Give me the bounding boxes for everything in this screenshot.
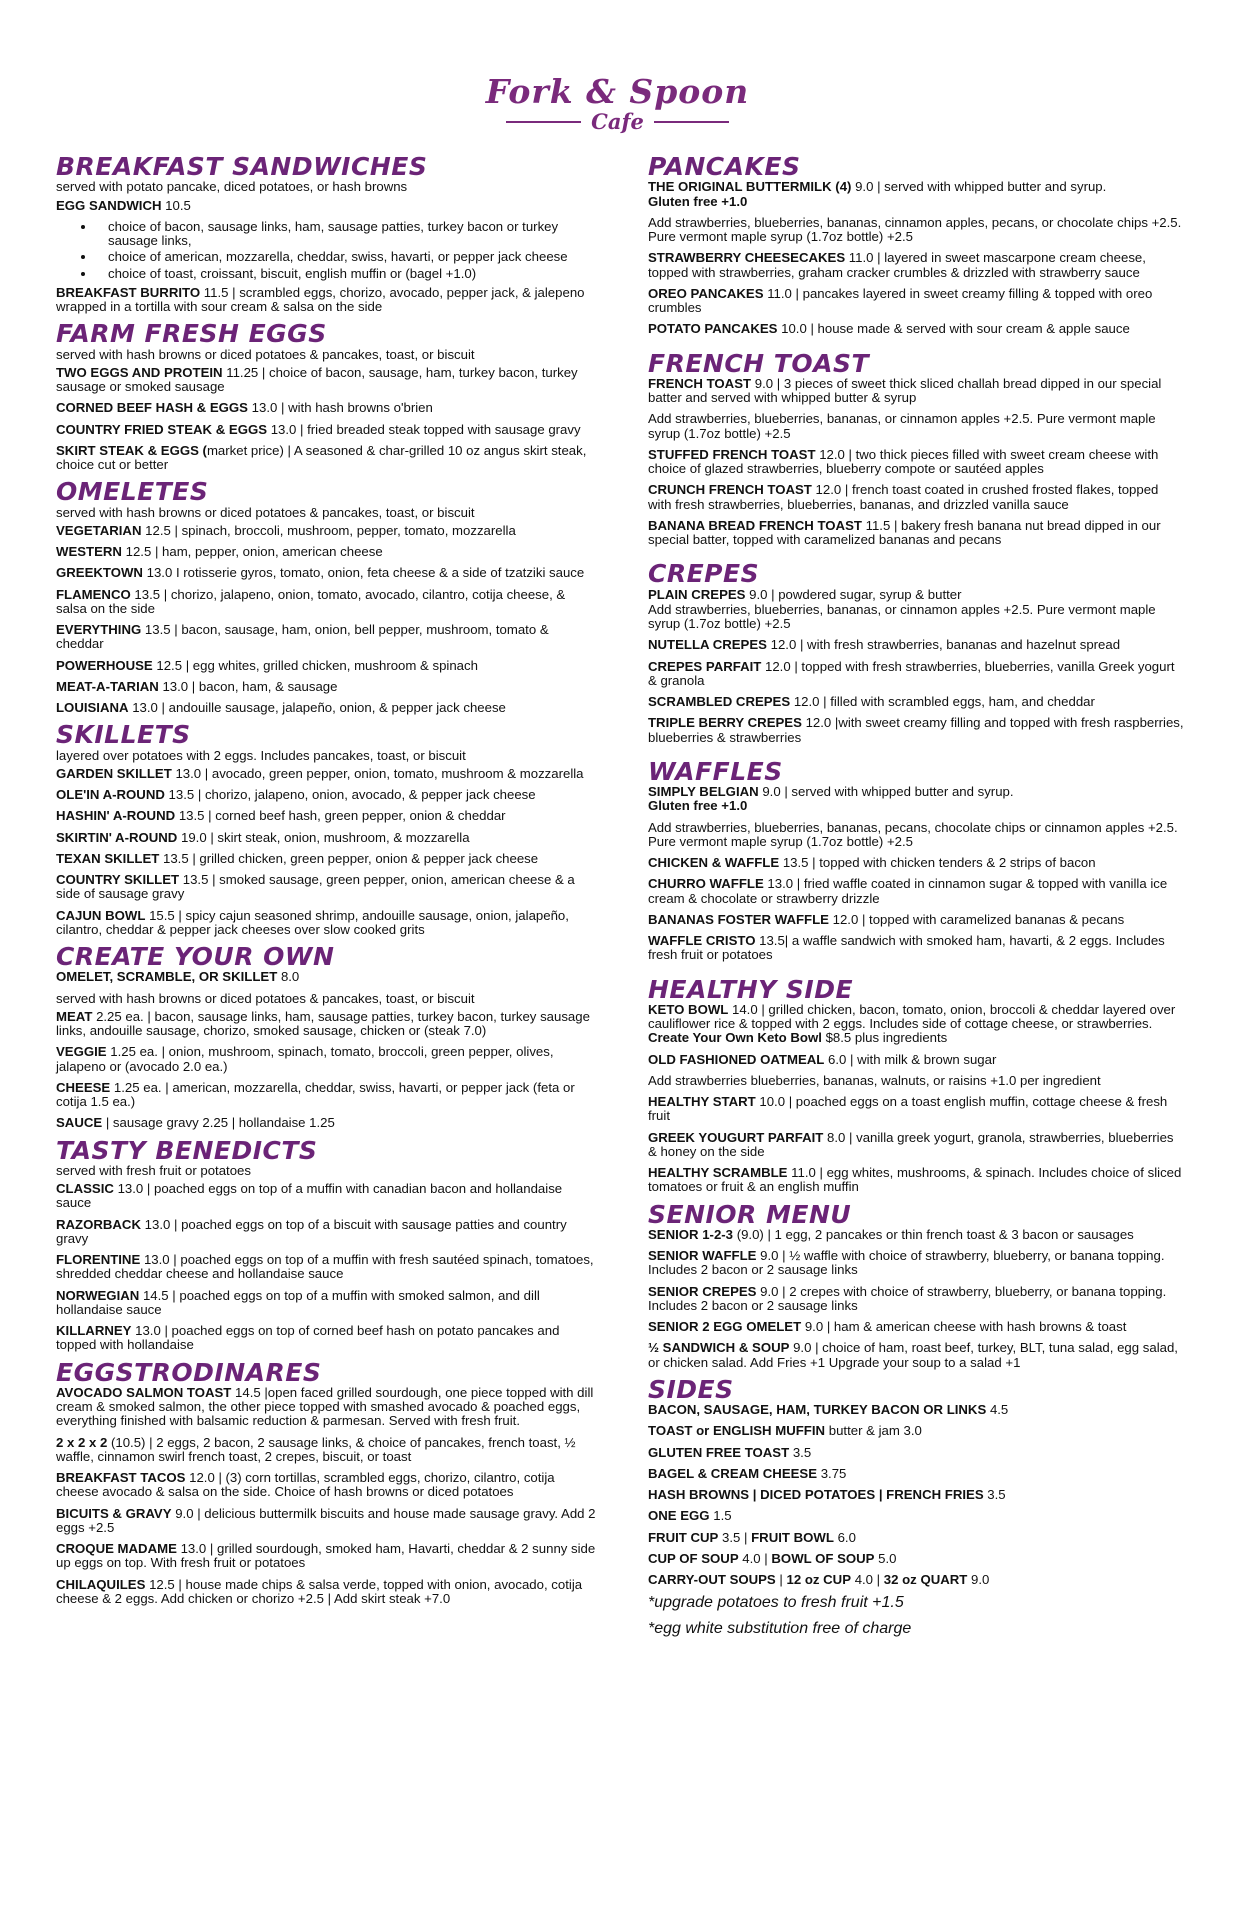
section-crepes bbox=[648, 561, 1185, 745]
item-desc: 14.5 |open faced grilled sourdough, one piece topped with dill cream & smoked salmon, the other piece topped with smashed avocado & poached eggs, everything finished with balsamic reduction & parmesan. Served with fresh fruit. bbox=[56, 1384, 594, 1429]
item-desc: 11.0 | layered in sweet mascarpone cream cheese, topped with strawberries, graham cracker crumbles & drizzled with strawberry sauce bbox=[648, 250, 1146, 280]
item-name: PLAIN CREPES bbox=[648, 586, 746, 602]
item-desc: 14.0 | grilled chicken, bacon, tomato, onion, broccoli & cheddar layered over cauliflower rice & topped with 2 eggs. Includes side of cottage cheese, or strawberries. bbox=[648, 1001, 1176, 1031]
addon-note: Add strawberries, blueberries, bananas, or cinnamon apples +2.5. Pure vermont maple syrup (1.7oz bottle) +2.5 bbox=[648, 601, 1156, 631]
item-desc: 12.5 | spinach, broccoli, mushroom, pepper, tomato, mozzarella bbox=[145, 522, 516, 538]
item-desc: 9.0 | 2 crepes with choice of strawberry, blueberry, or banana topping. Includes 2 bacon or 2 sausage links bbox=[648, 1283, 1167, 1313]
item-name: RAZORBACK bbox=[56, 1216, 141, 1232]
item-desc: 13.5 | bacon, sausage, ham, onion, bell pepper, mushroom, tomato & cheddar bbox=[56, 622, 549, 652]
menu-item bbox=[56, 680, 597, 694]
menu-item bbox=[56, 1324, 597, 1353]
item-name: CHILAQUILES bbox=[56, 1576, 146, 1592]
item-desc: 13.5| a waffle sandwich with smoked ham, havarti, & 2 eggs. Includes fresh fruit or potatoes bbox=[648, 933, 1165, 963]
menu-item bbox=[648, 1166, 1185, 1195]
menu-item bbox=[56, 1081, 597, 1110]
section-title: CREATE YOUR OWN bbox=[56, 942, 335, 971]
menu-item bbox=[648, 287, 1185, 316]
menu-item bbox=[648, 1403, 1185, 1417]
item-desc: 12.0 | topped with caramelized bananas & pecans bbox=[832, 911, 1125, 927]
item-name: MEAT-A-TARIAN bbox=[56, 678, 159, 694]
section-tasty-benedicts bbox=[56, 1135, 597, 1353]
menu-item bbox=[648, 913, 1185, 927]
section-title: PANCAKES bbox=[648, 152, 801, 181]
section-skillets bbox=[56, 722, 597, 937]
menu-item bbox=[56, 1507, 597, 1536]
item-name: SENIOR WAFFLE bbox=[648, 1248, 757, 1263]
item-desc: 6.0 bbox=[837, 1529, 856, 1545]
item-desc: 12.0 | (3) corn tortillas, scrambled eggs, chorizo, cilantro, cotija cheese avocado & salsa on the side. Choice of hash browns or diced potatoes bbox=[56, 1470, 555, 1500]
item-desc: 11.5 | bakery fresh banana nut bread dipped in our special batter, topped with caramelized bananas and pecans bbox=[648, 517, 1161, 547]
section-title: FRENCH TOAST bbox=[648, 348, 870, 378]
item-desc: 3.5 bbox=[987, 1487, 1006, 1502]
section-pancakes bbox=[648, 154, 1185, 337]
section-sides bbox=[648, 1374, 1185, 1637]
item-desc: 3.5 | bbox=[722, 1529, 748, 1545]
logo-divider-right bbox=[654, 121, 729, 123]
item-name: HASH BROWNS | DICED POTATOES | FRENCH FRIES bbox=[648, 1487, 984, 1502]
menu-item bbox=[56, 1253, 597, 1282]
item-name: WAFFLE CRISTO bbox=[648, 933, 756, 948]
section-title: EGGSTRODINARES bbox=[56, 1357, 322, 1387]
item-name: FLAMENCO bbox=[56, 586, 131, 602]
item-desc: 13.5 | smoked sausage, green pepper, onion, american cheese & a side of sausage gravy bbox=[56, 872, 575, 902]
item-name: SKIRT STEAK & EGGS ( bbox=[56, 442, 207, 458]
menu-item bbox=[648, 1446, 1185, 1460]
item-name: EVERYTHING bbox=[56, 622, 142, 637]
item-desc: 10.0 | poached eggs on a toast english muffin, cottage cheese & fresh fruit bbox=[648, 1094, 1168, 1124]
item-desc: 13.5 | topped with chicken tenders & 2 strips of bacon bbox=[782, 855, 1096, 870]
menu-item bbox=[56, 545, 597, 559]
item-desc: 1.5 bbox=[713, 1508, 732, 1524]
item-name: FRUIT CUP bbox=[648, 1529, 719, 1545]
item-desc: 12.0 | topped with fresh strawberries, blueberries, vanilla Greek yogurt & granola bbox=[648, 658, 1175, 688]
section-farm-fresh-eggs bbox=[56, 321, 597, 472]
item-desc: 13.0 | grilled sourdough, smoked ham, Havarti, cheddar & 2 sunny side up eggs on top. With fresh fruit or potatoes bbox=[56, 1541, 596, 1571]
item-desc: 12.0 | filled with scrambled eggs, ham, and cheddar bbox=[793, 694, 1095, 709]
item-name: GARDEN SKILLET bbox=[56, 765, 172, 781]
item-name: BICUITS & GRAVY bbox=[56, 1505, 172, 1521]
menu-item bbox=[648, 448, 1185, 477]
item-name: OREO PANCAKES bbox=[648, 285, 764, 301]
menu-item bbox=[648, 638, 1185, 652]
item-desc: 13.0 | avocado, green pepper, onion, tomato, mushroom & mozzarella bbox=[175, 765, 584, 781]
section-title: WAFFLES bbox=[648, 756, 783, 786]
item-name: OLD FASHIONED OATMEAL bbox=[648, 1051, 825, 1067]
item-name: TRIPLE BERRY CREPES bbox=[648, 715, 802, 731]
menu-item bbox=[648, 1249, 1185, 1278]
menu-item bbox=[648, 1509, 1185, 1523]
menu-item bbox=[56, 588, 597, 617]
menu-item bbox=[56, 970, 597, 984]
section-title: HEALTHY SIDE bbox=[648, 974, 854, 1004]
logo-divider-left bbox=[506, 121, 581, 123]
item-desc: 4.0 | bbox=[854, 1572, 881, 1587]
menu-item bbox=[648, 1552, 1185, 1566]
menu-item bbox=[56, 873, 597, 902]
item-name: BREAKFAST TACOS bbox=[56, 1470, 186, 1485]
section-title: SENIOR MENU bbox=[648, 1199, 852, 1229]
item-desc: 3.5 bbox=[792, 1444, 812, 1460]
right-column bbox=[648, 154, 1185, 1645]
item-price: 8.0 bbox=[280, 969, 300, 985]
addon-note: Add strawberries blueberries, bananas, walnuts, or raisins +1.0 per ingredient bbox=[648, 1072, 1101, 1088]
item-name: NUTELLA CREPES bbox=[648, 637, 767, 653]
menu-item bbox=[648, 660, 1185, 689]
item-name: THE ORIGINAL BUTTERMILK (4) bbox=[648, 179, 852, 195]
menu-item bbox=[56, 1578, 597, 1607]
item-desc: 19.0 | skirt steak, onion, mushroom, & mozzarella bbox=[181, 829, 470, 845]
addon-note: Add strawberries, blueberries, bananas, pecans, chocolate chips or cinnamon apples +2.5. Pure vermont maple syrup (1.7oz bottle) +2.5 bbox=[648, 819, 1178, 849]
section-title: BREAKFAST SANDWICHES bbox=[56, 152, 428, 181]
menu-item bbox=[56, 1386, 597, 1429]
item-desc: 13.5 | corned beef hash, green pepper, onion & cheddar bbox=[178, 808, 506, 824]
menu-item bbox=[648, 1053, 1185, 1067]
item-desc: 9.0 | powdered sugar, syrup & butter bbox=[749, 586, 962, 602]
menu-item bbox=[56, 423, 597, 437]
item-name: CAJUN BOWL bbox=[56, 907, 146, 923]
item-desc: 8.0 | vanilla greek yogurt, granola, strawberries, blueberries & honey on the side bbox=[648, 1129, 1174, 1159]
item-price: 10.5 bbox=[165, 197, 191, 213]
section-senior-menu bbox=[648, 1199, 1185, 1370]
menu-item bbox=[648, 180, 1185, 209]
section-waffles bbox=[648, 756, 1185, 963]
item-desc: (9.0) | 1 egg, 2 pancakes or thin french toast & 3 bacon or sausages bbox=[736, 1226, 1134, 1242]
menu-item bbox=[648, 856, 1185, 870]
section-breakfast-sandwiches bbox=[56, 154, 597, 314]
item-desc: 9.0 bbox=[971, 1572, 990, 1587]
menu-item bbox=[56, 1542, 597, 1571]
item-name: BACON, SAUSAGE, HAM, TURKEY BACON OR LINKS bbox=[648, 1402, 987, 1417]
menu-item bbox=[648, 1341, 1185, 1370]
logo-name: Fork & Spoon bbox=[485, 72, 750, 111]
item-desc: 13.0 | poached eggs on top of corned beef hash on potato pancakes and topped with hollandaise bbox=[56, 1323, 560, 1353]
item-name: ½ SANDWICH & SOUP bbox=[648, 1340, 790, 1356]
menu-item bbox=[648, 1131, 1185, 1160]
item-desc: | sausage gravy 2.25 | hollandaise 1.25 bbox=[105, 1115, 335, 1131]
item-desc: 9.0 | 3 pieces of sweet thick sliced challah bread dipped in our special batter and served with whipped butter & syrup bbox=[648, 375, 1162, 405]
option-item: • choice of american, mozzarella, cheddar, swiss, havarti, or pepper jack cheese bbox=[96, 250, 597, 264]
menu-item bbox=[56, 199, 597, 213]
section-subtitle: served with hash browns or diced potatoes & pancakes, toast, or biscuit bbox=[56, 504, 475, 520]
item-desc: 15.5 | spicy cajun seasoned shrimp, andouille sausage, onion, jalapeño, cilantro, cheddar & pepper jack cheeses over slow cooked grits bbox=[56, 907, 569, 937]
item-name: CLASSIC bbox=[56, 1181, 114, 1196]
item-desc: 9.0 | ½ waffle with choice of strawberry, blueberry, or banana topping. Includes 2 bacon or 2 sausage links bbox=[648, 1248, 1165, 1278]
left-column bbox=[56, 154, 597, 1613]
section-create-your-own bbox=[56, 944, 597, 1131]
item-name: OMELET, SCRAMBLE, OR SKILLET bbox=[56, 969, 278, 985]
item-desc: 9.0 | served with whipped butter and syrup. bbox=[762, 784, 1014, 799]
item-name: POTATO PANCAKES bbox=[648, 321, 778, 337]
item-name: HEALTHY SCRAMBLE bbox=[648, 1165, 788, 1180]
menu-item bbox=[648, 1285, 1185, 1314]
menu-item bbox=[56, 1218, 597, 1247]
item-desc: 13.5 | chorizo, jalapeno, onion, tomato, avocado, cilantro, cotija cheese, & salsa on the side bbox=[56, 586, 566, 616]
item-name: FRENCH TOAST bbox=[648, 375, 752, 391]
item-desc: 13.0 | fried waffle coated in cinnamon sugar & topped with vanilla ice cream & chocolate or strawberry drizzle bbox=[648, 876, 1168, 906]
menu-item bbox=[56, 623, 597, 652]
menu-item bbox=[648, 695, 1185, 709]
menu-item bbox=[56, 659, 597, 673]
item-name: SCRAMBLED CREPES bbox=[648, 694, 791, 709]
item-name: CREPES PARFAIT bbox=[648, 658, 762, 674]
item-desc: (10.5) | 2 eggs, 2 bacon, 2 sausage links, & choice of pancakes, french toast, ½ waffle, cinnamon swirl french toast, 2 crepes, biscuit, or toast bbox=[56, 1434, 576, 1464]
item-name: 32 oz QUART bbox=[883, 1572, 968, 1587]
menu-item bbox=[648, 877, 1185, 906]
menu-item bbox=[648, 1488, 1185, 1502]
section-french-toast bbox=[648, 348, 1185, 548]
item-name: GREEK YOUGURT PARFAIT bbox=[648, 1129, 824, 1145]
section-title: FARM FRESH EGGS bbox=[56, 319, 327, 349]
menu-item bbox=[648, 322, 1185, 336]
section-omeletes bbox=[56, 479, 597, 715]
menu-item bbox=[648, 1095, 1185, 1124]
menu-item bbox=[648, 716, 1185, 745]
item-name: SIMPLY BELGIAN bbox=[648, 784, 759, 799]
menu-item bbox=[56, 1471, 597, 1500]
menu-item bbox=[56, 566, 597, 580]
item-name: CORNED BEEF HASH & EGGS bbox=[56, 400, 248, 416]
menu-item bbox=[56, 1010, 597, 1039]
item-name: COUNTRY SKILLET bbox=[56, 872, 180, 887]
item-desc: 3.75 bbox=[820, 1465, 847, 1481]
item-name: STRAWBERRY CHEESECAKES bbox=[648, 250, 846, 266]
section-title: TASTY BENEDICTS bbox=[56, 1135, 318, 1165]
item-desc: market price) | A seasoned & char-grilled 10 oz angus skirt steak, choice cut or better bbox=[56, 442, 587, 472]
item-desc: 9.0 | delicious buttermilk biscuits and house made sausage gravy. Add 2 eggs +2.5 bbox=[56, 1505, 596, 1535]
menu-item bbox=[56, 1116, 597, 1130]
menu-item bbox=[56, 701, 597, 715]
menu-item bbox=[56, 366, 597, 395]
section-title: SKILLETS bbox=[56, 720, 191, 750]
item-desc: 13.0 | poached eggs on top of a biscuit with sausage patties and country gravy bbox=[56, 1216, 567, 1246]
item-name: KILLARNEY bbox=[56, 1323, 132, 1338]
item-desc: 13.0 | poached eggs on top of a muffin with fresh sautéed spinach, tomatoes, shredded cheddar cheese and hollandaise sauce bbox=[56, 1252, 594, 1282]
keto-cta: Create Your Own Keto Bowl bbox=[648, 1030, 822, 1046]
section-subtitle: layered over potatoes with 2 eggs. Includes pancakes, toast, or biscuit bbox=[56, 747, 466, 763]
section-title: OMELETES bbox=[56, 477, 209, 507]
menu-item bbox=[648, 377, 1185, 406]
item-name: 12 oz CUP bbox=[786, 1572, 852, 1587]
menu-item bbox=[56, 852, 597, 866]
item-desc: 12.0 | with fresh strawberries, bananas and hazelnut spread bbox=[770, 637, 1121, 653]
item-desc: butter & jam 3.0 bbox=[828, 1423, 922, 1439]
item-name: POWERHOUSE bbox=[56, 657, 153, 673]
menu-item bbox=[56, 1182, 597, 1211]
menu-item bbox=[56, 809, 597, 823]
footnote: *upgrade potatoes to fresh fruit +1.5 bbox=[648, 1594, 904, 1612]
item-name: SKIRTIN' A-ROUND bbox=[56, 829, 178, 845]
menu-item bbox=[648, 483, 1185, 512]
item-name: SENIOR 2 EGG OMELET bbox=[648, 1319, 802, 1334]
item-desc: 12.5 | egg whites, grilled chicken, mushroom & spinach bbox=[156, 657, 478, 673]
section-title: CREPES bbox=[648, 559, 760, 589]
footnote: *egg white substitution free of charge bbox=[648, 1619, 912, 1637]
item-desc: 14.5 | poached eggs on top of a muffin with smoked salmon, and dill hollandaise sauce bbox=[56, 1287, 540, 1317]
item-name: EGG SANDWICH bbox=[56, 197, 162, 213]
item-name: FLORENTINE bbox=[56, 1252, 141, 1267]
item-desc: | bbox=[779, 1572, 783, 1587]
item-desc: 9.0 | served with whipped butter and syrup. bbox=[855, 179, 1107, 195]
item-desc: 13.0 | poached eggs on top of a muffin with canadian bacon and hollandaise sauce bbox=[56, 1181, 563, 1211]
item-name: ONE EGG bbox=[648, 1508, 710, 1524]
section-subtitle: served with hash browns or diced potatoes & pancakes, toast, or biscuit bbox=[56, 346, 475, 362]
item-name: GREEKTOWN bbox=[56, 565, 143, 581]
item-desc: 13.5 | grilled chicken, green pepper, onion & pepper jack cheese bbox=[162, 850, 539, 866]
section-healthy-side bbox=[648, 974, 1185, 1195]
item-name: VEGETARIAN bbox=[56, 522, 142, 538]
item-desc: 13.0 | with hash browns o'brien bbox=[251, 400, 433, 416]
item-name: COUNTRY FRIED STEAK & EGGS bbox=[56, 421, 268, 437]
item-name: FRUIT BOWL bbox=[751, 1529, 834, 1545]
item-name: BANANA BREAD FRENCH TOAST bbox=[648, 517, 862, 533]
section-eggstrodinares bbox=[56, 1357, 597, 1607]
item-name: 2 x 2 x 2 bbox=[56, 1434, 108, 1450]
item-name: CARRY-OUT SOUPS bbox=[648, 1572, 776, 1587]
item-name: STUFFED FRENCH TOAST bbox=[648, 446, 816, 462]
item-desc: 6.0 | with milk & brown sugar bbox=[828, 1051, 997, 1067]
item-name: CRUNCH FRENCH TOAST bbox=[648, 482, 812, 498]
menu-item bbox=[56, 286, 597, 315]
item-name: CHICKEN & WAFFLE bbox=[648, 855, 780, 870]
menu-item bbox=[56, 909, 597, 938]
item-desc: 12.5 | house made chips & salsa verde, topped with onion, avocado, cotija cheese & 2 eggs. Add chicken or chorizo +2.5 | Add skirt steak +7.0 bbox=[56, 1576, 583, 1606]
item-name: CROQUE MADAME bbox=[56, 1541, 177, 1556]
item-name: SENIOR CREPES bbox=[648, 1283, 757, 1299]
addon-note: Add strawberries, blueberries, bananas, cinnamon apples, pecans, or chocolate chips +2.5. Pure vermont maple syrup (1.7oz bottle) +2.5 bbox=[648, 214, 1182, 244]
menu-item bbox=[56, 401, 597, 415]
menu-item bbox=[648, 251, 1185, 280]
menu-item bbox=[56, 1436, 597, 1465]
menu-item bbox=[648, 934, 1185, 963]
item-desc: 12.5 | ham, pepper, onion, american cheese bbox=[125, 544, 383, 559]
gluten-free-note: Gluten free +1.0 bbox=[648, 193, 748, 209]
item-desc: 13.5 | chorizo, jalapeno, onion, avocado, & pepper jack cheese bbox=[168, 787, 536, 802]
item-name: TWO EGGS AND PROTEIN bbox=[56, 364, 223, 380]
item-name: TOAST or ENGLISH MUFFIN bbox=[648, 1423, 826, 1439]
item-name: BREAKFAST BURRITO bbox=[56, 284, 201, 300]
item-desc: 1.25 ea. | onion, mushroom, spinach, tomato, broccoli, green pepper, olives, jalapeno or (avocado 2.0 ea.) bbox=[56, 1044, 554, 1074]
item-name: VEGGIE bbox=[56, 1044, 107, 1060]
menu-item bbox=[56, 831, 597, 845]
item-desc: 9.0 | choice of ham, roast beef, turkey, BLT, tuna salad, egg salad, or chicken salad. Add Fries +1 Upgrade your soup to a salad +1 bbox=[648, 1340, 1178, 1370]
item-desc: 12.0 | french toast coated in crushed frosted flakes, topped with fresh strawberries, blueberries, bananas, and drizzled vanilla sauce bbox=[648, 482, 1159, 512]
menu-item bbox=[56, 788, 597, 802]
item-name: SENIOR 1-2-3 bbox=[648, 1226, 734, 1242]
item-desc: 10.0 | house made & served with sour cream & apple sauce bbox=[781, 321, 1130, 337]
logo-sub-row bbox=[506, 109, 729, 135]
logo bbox=[480, 74, 755, 142]
section-title: SIDES bbox=[648, 1374, 734, 1404]
item-desc: 9.0 | ham & american cheese with hash browns & toast bbox=[804, 1319, 1127, 1334]
item-desc: 12.0 | two thick pieces filled with sweet cream cheese with choice of glazed strawberries, blueberry compote or sautéed apples bbox=[648, 446, 1159, 476]
egg-sandwich-options bbox=[56, 220, 597, 281]
section-subtitle: served with hash browns or diced potatoes & pancakes, toast, or biscuit bbox=[56, 990, 475, 1006]
menu-item bbox=[648, 1424, 1185, 1438]
menu-item bbox=[648, 1320, 1185, 1334]
menu-item bbox=[56, 1045, 597, 1074]
item-name: KETO BOWL bbox=[648, 1001, 729, 1017]
menu-item bbox=[56, 767, 597, 781]
menu-item bbox=[648, 588, 1185, 602]
addon-note: Add strawberries, blueberries, bananas, or cinnamon apples +2.5. Pure vermont maple syrup (1.7oz bottle) +2.5 bbox=[648, 411, 1156, 441]
menu-item bbox=[648, 1467, 1185, 1481]
item-desc: 2.25 ea. | bacon, sausage links, ham, sausage patties, turkey bacon, turkey sausage links, andouille sausage, chorizo, smoked sausage, chicken or (steak 7.0) bbox=[56, 1008, 590, 1038]
item-desc: 13.0 | andouille sausage, jalapeño, onion, & pepper jack cheese bbox=[132, 700, 506, 715]
item-name: WESTERN bbox=[56, 544, 122, 559]
item-desc: 11.5 | scrambled eggs, chorizo, avocado, pepper jack, & jalepeno wrapped in a tortilla with sour cream & salsa on the side bbox=[56, 284, 585, 314]
item-name: OLE'IN A-ROUND bbox=[56, 787, 165, 802]
item-desc: 1.25 ea. | american, mozzarella, cheddar, swiss, havarti, or pepper jack (feta or cotija 1.5 ea.) bbox=[56, 1079, 575, 1109]
item-desc: 5.0 bbox=[878, 1550, 897, 1566]
item-desc: 4.0 | bbox=[742, 1550, 768, 1566]
item-desc: 11.25 | choice of bacon, sausage, ham, turkey bacon, turkey sausage or smoked sausage bbox=[56, 364, 578, 394]
item-name: GLUTEN FREE TOAST bbox=[648, 1444, 790, 1460]
item-name: CUP OF SOUP bbox=[648, 1550, 739, 1566]
menu-item bbox=[648, 1003, 1185, 1046]
item-name: HASHIN' A-ROUND bbox=[56, 808, 176, 824]
item-name: BOWL OF SOUP bbox=[771, 1550, 875, 1566]
item-desc: 11.0 | egg whites, mushrooms, & spinach. Includes choice of sliced tomatoes or fruit & an english muffin bbox=[648, 1165, 1182, 1195]
item-name: CHURRO WAFFLE bbox=[648, 876, 764, 892]
item-name: TEXAN SKILLET bbox=[56, 850, 160, 866]
item-desc: 13.0 I rotisserie gyros, tomato, onion, feta cheese & a side of tzatziki sauce bbox=[146, 565, 585, 581]
item-desc: 11.0 | pancakes layered in sweet creamy filling & topped with oreo crumbles bbox=[648, 285, 1153, 315]
menu-item bbox=[648, 785, 1185, 814]
item-desc: 4.5 bbox=[989, 1402, 1009, 1417]
menu-item bbox=[648, 1531, 1185, 1545]
item-name: BAGEL & CREAM CHEESE bbox=[648, 1465, 818, 1481]
menu-item bbox=[648, 519, 1185, 548]
item-desc: 12.0 |with sweet creamy filling and topped with fresh raspberries, blueberries & strawberries bbox=[648, 715, 1184, 745]
menu-item bbox=[56, 444, 597, 473]
section-subtitle: served with potato pancake, diced potatoes, or hash browns bbox=[56, 179, 408, 195]
item-name: HEALTHY START bbox=[648, 1094, 756, 1109]
logo-sub: Cafe bbox=[591, 108, 644, 134]
keto-cta-price: $8.5 plus ingredients bbox=[825, 1030, 948, 1046]
item-name: BANANAS FOSTER WAFFLE bbox=[648, 911, 829, 927]
item-name: NORWEGIAN bbox=[56, 1287, 140, 1303]
menu-item bbox=[56, 1289, 597, 1318]
gluten-free-note: Gluten free +1.0 bbox=[648, 798, 748, 814]
item-name: LOUISIANA bbox=[56, 700, 129, 715]
option-item: • choice of toast, croissant, biscuit, english muffin or (bagel +1.0) bbox=[96, 267, 597, 281]
option-item: • choice of bacon, sausage links, ham, sausage patties, turkey bacon or turkey sausage links, bbox=[96, 220, 597, 249]
menu-item bbox=[648, 1573, 1185, 1587]
menu-item bbox=[56, 524, 597, 538]
item-name: CHEESE bbox=[56, 1079, 111, 1095]
item-name: AVOCADO SALMON TOAST bbox=[56, 1384, 232, 1400]
menu-item bbox=[648, 1228, 1185, 1242]
item-name: SAUCE bbox=[56, 1115, 103, 1131]
item-desc: 13.0 | bacon, ham, & sausage bbox=[162, 678, 338, 694]
item-name: MEAT bbox=[56, 1008, 93, 1024]
section-subtitle: served with fresh fruit or potatoes bbox=[56, 1162, 251, 1178]
item-desc: 13.0 | fried breaded steak topped with sausage gravy bbox=[270, 421, 581, 437]
